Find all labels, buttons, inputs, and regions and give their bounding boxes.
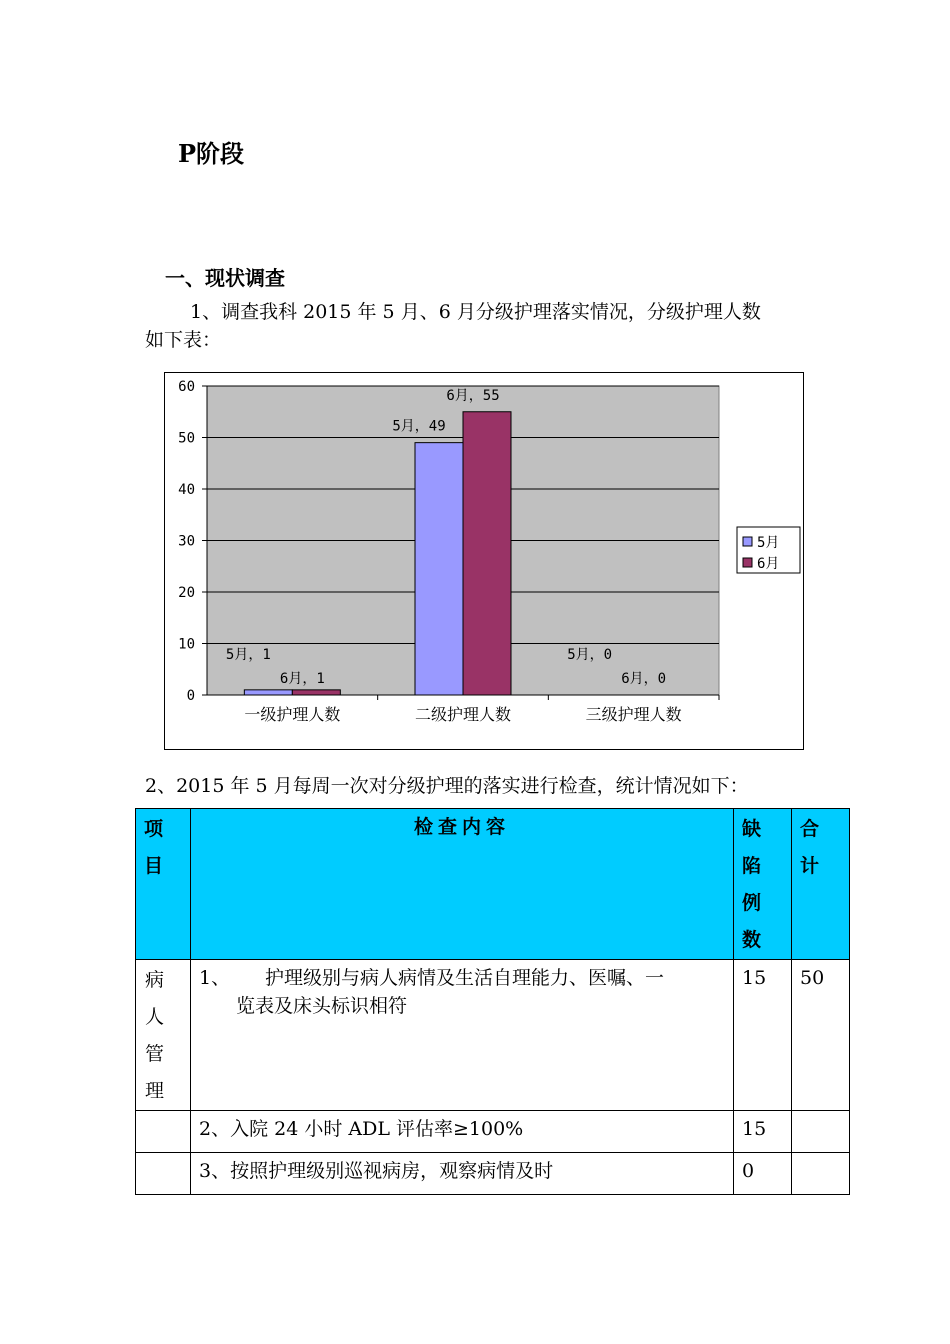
- category-label: 二级护理人数: [414, 705, 512, 724]
- nursing-level-chart: [164, 372, 804, 750]
- table-row: [136, 1153, 850, 1195]
- row-item: [136, 1111, 191, 1153]
- chart-svg: [165, 373, 805, 751]
- row-content: 2、入院 24 小时 ADL 评估率≥100%: [191, 1111, 734, 1153]
- row-item: [136, 1153, 191, 1195]
- row-content: [191, 960, 734, 1111]
- y-tick-label: 60: [178, 379, 195, 395]
- data-label: 6月，0: [621, 671, 667, 687]
- paragraph-1-line-2: 如下表：: [145, 329, 222, 351]
- y-tick-label: 50: [178, 430, 195, 447]
- table-row: [136, 960, 850, 1111]
- legend-label: 5月: [757, 535, 780, 551]
- bar: [415, 443, 463, 695]
- category-label: 一级护理人数: [244, 705, 341, 724]
- row-content: 3、按照护理级别巡视病房，观察病情及时: [191, 1153, 734, 1195]
- data-label: 5月，1: [225, 647, 271, 663]
- paragraph-1-line-1: 1、调查我科 2015 年 5 月、6 月分级护理落实情况，分级护理人数: [190, 301, 761, 323]
- row-defects: 0: [734, 1153, 792, 1195]
- y-tick-label: 20: [178, 585, 195, 601]
- data-label: 5月，0: [567, 647, 613, 663]
- table-row: [136, 1111, 850, 1153]
- row-defects: 15: [734, 1111, 792, 1153]
- row-total: [792, 1111, 850, 1153]
- header-total: 合计: [792, 809, 850, 960]
- y-tick-label: 40: [178, 482, 195, 498]
- bar: [463, 412, 511, 695]
- y-tick-label: 0: [186, 688, 195, 704]
- content-line-1: 护理级别与病人病情及生活自理能力、医嘱、一: [265, 967, 665, 989]
- row-item: 病人管理: [136, 960, 191, 1111]
- legend-swatch: [743, 537, 752, 546]
- row-total: 50: [792, 960, 850, 1111]
- item-number: 1、: [199, 967, 231, 989]
- legend-label: 6月: [757, 556, 780, 572]
- table-header-row: [136, 809, 850, 960]
- header-item: 项目: [136, 809, 191, 960]
- data-label: 6月，55: [446, 387, 500, 404]
- header-defects: 缺陷例数: [734, 809, 792, 960]
- paragraph-2: 2、2015 年 5 月每周一次对分级护理的落实进行检查，统计情况如下：: [145, 775, 749, 797]
- row-total: [792, 1153, 850, 1195]
- y-tick-label: 30: [178, 533, 195, 550]
- content-line-2: 览表及床头标识相符: [236, 995, 408, 1017]
- row-defects: 15: [734, 960, 792, 1111]
- section-title: 一、现状调查: [165, 266, 285, 290]
- legend-swatch: [743, 558, 752, 567]
- inspection-table: [135, 808, 850, 1195]
- category-label: 三级护理人数: [585, 705, 682, 724]
- data-label: 6月，1: [279, 671, 325, 687]
- bar: [244, 690, 292, 695]
- bar: [292, 690, 340, 695]
- header-content: 检查内容: [191, 809, 734, 960]
- data-label: 5月，49: [392, 418, 446, 435]
- page-heading: P阶段: [178, 139, 245, 168]
- y-tick-label: 10: [178, 636, 195, 653]
